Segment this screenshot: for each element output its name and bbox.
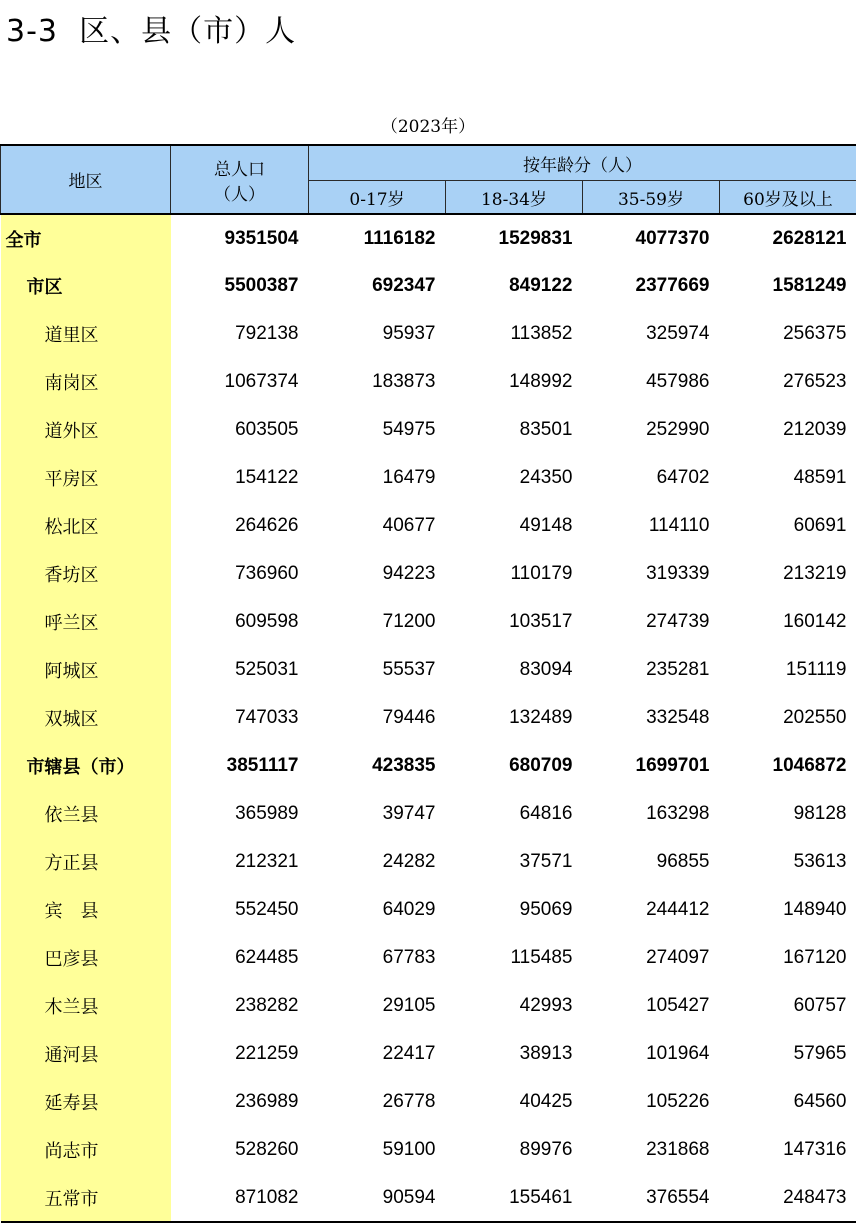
total-population-cell: 609598 — [171, 598, 309, 646]
age-60-plus-cell: 98128 — [720, 790, 856, 838]
age-60-plus-cell: 1046872 — [720, 742, 856, 790]
age-60-plus-cell: 60691 — [720, 502, 856, 550]
age-18-34-cell: 38913 — [446, 1030, 583, 1078]
region-name: 依兰县 — [1, 790, 171, 838]
age-60-plus-cell: 167120 — [720, 934, 856, 982]
region-name: 南岗区 — [1, 358, 171, 406]
age-0-17-cell: 67783 — [309, 934, 446, 982]
header-age-60-plus: 60岁及以上 — [720, 181, 856, 215]
header-age-0-17: 0-17岁 — [309, 181, 446, 215]
age-0-17-cell: 59100 — [309, 1126, 446, 1174]
region-name: 道外区 — [1, 406, 171, 454]
total-population-cell: 552450 — [171, 886, 309, 934]
header-total-line2: （人） — [171, 180, 308, 205]
age-18-34-cell: 40425 — [446, 1078, 583, 1126]
age-18-34-cell: 95069 — [446, 886, 583, 934]
total-population-cell: 5500387 — [171, 262, 309, 310]
region-name: 延寿县 — [1, 1078, 171, 1126]
total-population-cell: 264626 — [171, 502, 309, 550]
total-population-cell: 221259 — [171, 1030, 309, 1078]
age-18-34-cell: 110179 — [446, 550, 583, 598]
region-name: 道里区 — [1, 310, 171, 358]
age-35-59-cell: 96855 — [583, 838, 720, 886]
total-population-cell: 212321 — [171, 838, 309, 886]
total-population-cell: 525031 — [171, 646, 309, 694]
age-0-17-cell: 39747 — [309, 790, 446, 838]
total-population-cell: 9351504 — [171, 214, 309, 262]
age-35-59-cell: 1699701 — [583, 742, 720, 790]
age-18-34-cell: 83094 — [446, 646, 583, 694]
table-row — [1, 262, 856, 310]
total-population-cell: 238282 — [171, 982, 309, 1030]
table-row — [1, 934, 856, 982]
age-35-59-cell: 105427 — [583, 982, 720, 1030]
age-18-34-cell: 83501 — [446, 406, 583, 454]
age-0-17-cell: 40677 — [309, 502, 446, 550]
age-18-34-cell: 42993 — [446, 982, 583, 1030]
total-population-cell: 871082 — [171, 1174, 309, 1222]
age-18-34-cell: 132489 — [446, 694, 583, 742]
region-name: 木兰县 — [1, 982, 171, 1030]
age-35-59-cell: 332548 — [583, 694, 720, 742]
age-35-59-cell: 325974 — [583, 310, 720, 358]
age-35-59-cell: 274097 — [583, 934, 720, 982]
region-name: 双城区 — [1, 694, 171, 742]
header-by-age: 按年龄分（人） — [309, 145, 856, 181]
age-60-plus-cell: 248473 — [720, 1174, 856, 1222]
age-60-plus-cell: 64560 — [720, 1078, 856, 1126]
table-row — [1, 1078, 856, 1126]
age-35-59-cell: 235281 — [583, 646, 720, 694]
table-row — [1, 502, 856, 550]
region-name: 尚志市 — [1, 1126, 171, 1174]
age-60-plus-cell: 147316 — [720, 1126, 856, 1174]
total-population-cell: 603505 — [171, 406, 309, 454]
age-0-17-cell: 29105 — [309, 982, 446, 1030]
age-0-17-cell: 22417 — [309, 1030, 446, 1078]
table-row — [1, 838, 856, 886]
table-row — [1, 310, 856, 358]
age-0-17-cell: 71200 — [309, 598, 446, 646]
age-60-plus-cell: 48591 — [720, 454, 856, 502]
age-60-plus-cell: 256375 — [720, 310, 856, 358]
age-35-59-cell: 105226 — [583, 1078, 720, 1126]
region-name: 宾 县 — [1, 886, 171, 934]
age-60-plus-cell: 53613 — [720, 838, 856, 886]
age-0-17-cell: 1116182 — [309, 214, 446, 262]
age-35-59-cell: 274739 — [583, 598, 720, 646]
table-row — [1, 598, 856, 646]
age-35-59-cell: 64702 — [583, 454, 720, 502]
total-population-cell: 528260 — [171, 1126, 309, 1174]
age-0-17-cell: 692347 — [309, 262, 446, 310]
table-row — [1, 1174, 856, 1222]
age-60-plus-cell: 276523 — [720, 358, 856, 406]
age-18-34-cell: 49148 — [446, 502, 583, 550]
total-population-cell: 3851117 — [171, 742, 309, 790]
age-60-plus-cell: 213219 — [720, 550, 856, 598]
age-0-17-cell: 90594 — [309, 1174, 446, 1222]
age-35-59-cell: 376554 — [583, 1174, 720, 1222]
age-18-34-cell: 155461 — [446, 1174, 583, 1222]
region-name: 市辖县（市） — [1, 742, 171, 790]
age-0-17-cell: 54975 — [309, 406, 446, 454]
age-0-17-cell: 95937 — [309, 310, 446, 358]
table-row — [1, 742, 856, 790]
age-18-34-cell: 37571 — [446, 838, 583, 886]
age-35-59-cell: 244412 — [583, 886, 720, 934]
total-population-cell: 1067374 — [171, 358, 309, 406]
table-row — [1, 1126, 856, 1174]
table-row — [1, 694, 856, 742]
age-0-17-cell: 79446 — [309, 694, 446, 742]
age-60-plus-cell: 160142 — [720, 598, 856, 646]
region-name: 市区 — [1, 262, 171, 310]
header-total-line1: 总人口 — [171, 155, 308, 180]
region-name: 香坊区 — [1, 550, 171, 598]
age-60-plus-cell: 151119 — [720, 646, 856, 694]
total-population-cell: 236989 — [171, 1078, 309, 1126]
age-35-59-cell: 101964 — [583, 1030, 720, 1078]
age-60-plus-cell: 60757 — [720, 982, 856, 1030]
table-row — [1, 982, 856, 1030]
age-18-34-cell: 24350 — [446, 454, 583, 502]
year-note: （2023年） — [0, 112, 856, 137]
total-population-cell: 154122 — [171, 454, 309, 502]
age-35-59-cell: 163298 — [583, 790, 720, 838]
region-name: 五常市 — [1, 1174, 171, 1222]
age-18-34-cell: 115485 — [446, 934, 583, 982]
population-table — [0, 144, 856, 1223]
age-18-34-cell: 64816 — [446, 790, 583, 838]
age-0-17-cell: 94223 — [309, 550, 446, 598]
total-population-cell: 747033 — [171, 694, 309, 742]
age-35-59-cell: 4077370 — [583, 214, 720, 262]
table-row — [1, 1030, 856, 1078]
age-60-plus-cell: 148940 — [720, 886, 856, 934]
table-row — [1, 406, 856, 454]
region-name: 平房区 — [1, 454, 171, 502]
table-header — [1, 145, 856, 214]
table-row — [1, 358, 856, 406]
age-35-59-cell: 319339 — [583, 550, 720, 598]
age-0-17-cell: 423835 — [309, 742, 446, 790]
age-60-plus-cell: 57965 — [720, 1030, 856, 1078]
age-35-59-cell: 457986 — [583, 358, 720, 406]
age-0-17-cell: 183873 — [309, 358, 446, 406]
region-name: 松北区 — [1, 502, 171, 550]
age-60-plus-cell: 2628121 — [720, 214, 856, 262]
age-0-17-cell: 16479 — [309, 454, 446, 502]
table-row — [1, 550, 856, 598]
header-age-35-59: 35-59岁 — [583, 181, 720, 215]
age-18-34-cell: 680709 — [446, 742, 583, 790]
age-35-59-cell: 114110 — [583, 502, 720, 550]
table-row — [1, 886, 856, 934]
region-name: 通河县 — [1, 1030, 171, 1078]
age-0-17-cell: 24282 — [309, 838, 446, 886]
table-body — [1, 214, 856, 1222]
age-0-17-cell: 64029 — [309, 886, 446, 934]
page-title: 3-3 区、县（市）人 — [6, 6, 296, 50]
total-population-cell: 736960 — [171, 550, 309, 598]
region-name: 呼兰区 — [1, 598, 171, 646]
region-name: 阿城区 — [1, 646, 171, 694]
age-18-34-cell: 113852 — [446, 310, 583, 358]
total-population-cell: 365989 — [171, 790, 309, 838]
age-60-plus-cell: 1581249 — [720, 262, 856, 310]
table-row — [1, 454, 856, 502]
region-name: 全市 — [1, 214, 171, 262]
header-age-18-34: 18-34岁 — [446, 181, 583, 215]
age-18-34-cell: 1529831 — [446, 214, 583, 262]
total-population-cell: 792138 — [171, 310, 309, 358]
age-35-59-cell: 252990 — [583, 406, 720, 454]
age-0-17-cell: 26778 — [309, 1078, 446, 1126]
region-name: 方正县 — [1, 838, 171, 886]
age-18-34-cell: 103517 — [446, 598, 583, 646]
age-35-59-cell: 231868 — [583, 1126, 720, 1174]
age-60-plus-cell: 212039 — [720, 406, 856, 454]
age-0-17-cell: 55537 — [309, 646, 446, 694]
region-name: 巴彦县 — [1, 934, 171, 982]
header-total — [171, 145, 309, 214]
age-18-34-cell: 849122 — [446, 262, 583, 310]
table-row — [1, 646, 856, 694]
table-row — [1, 214, 856, 262]
age-35-59-cell: 2377669 — [583, 262, 720, 310]
age-60-plus-cell: 202550 — [720, 694, 856, 742]
table-row — [1, 790, 856, 838]
age-18-34-cell: 148992 — [446, 358, 583, 406]
age-18-34-cell: 89976 — [446, 1126, 583, 1174]
total-population-cell: 624485 — [171, 934, 309, 982]
header-region: 地区 — [1, 145, 171, 214]
